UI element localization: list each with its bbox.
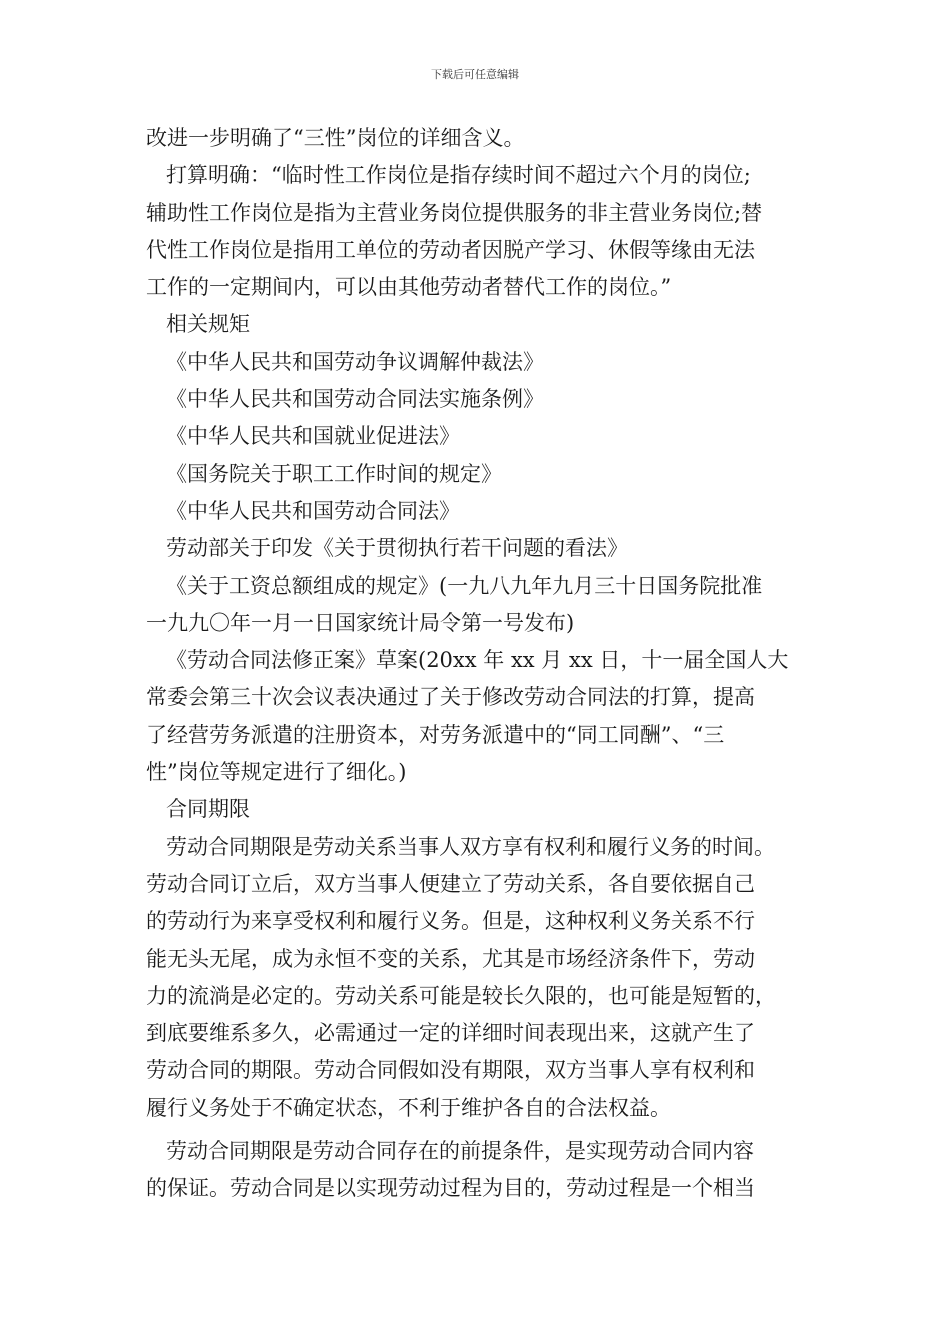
text-line: 合同期限 bbox=[166, 797, 250, 822]
text-line: 能无头无尾，成为永恒不变的关系，尤其是市场经济条件下，劳动 bbox=[146, 946, 755, 971]
text-line: 《国务院关于职工工作时间的规定》 bbox=[166, 461, 502, 486]
text-line: 到底要维系多久，必需通过一定的详细时间表现出来，这就产生了 bbox=[146, 1021, 755, 1046]
text-line: 劳动部关于印发《关于贯彻执行若干问题的看法》 bbox=[166, 536, 628, 561]
text-line: 了经营劳务派遣的注册资本，对劳务派遣中的“同工同酬”、“三 bbox=[146, 722, 725, 747]
text-line: 一九九〇年一月一日国家统计局令第一号发布) bbox=[146, 610, 575, 635]
page-header: 下载后可任意编辑 bbox=[431, 68, 519, 81]
text-line: 常委会第三十次会议表决通过了关于修改劳动合同法的打算，提高 bbox=[146, 685, 755, 710]
text-line: 代性工作岗位是指用工单位的劳动者因脱产学习、休假等缘由无法 bbox=[146, 237, 755, 262]
text-line: 《中华人民共和国就业促进法》 bbox=[166, 424, 460, 449]
text-line: 的保证。劳动合同是以实现劳动过程为目的，劳动过程是一个相当 bbox=[146, 1176, 755, 1201]
text-line: 《劳动合同法修正案》草案(20xx 年 xx 月 xx 日，十一届全国人大 bbox=[166, 648, 789, 673]
text-line: 《中华人民共和国劳动合同法实施条例》 bbox=[166, 387, 544, 412]
text-line: 打算明确：“临时性工作岗位是指存续时间不超过六个月的岗位; bbox=[166, 163, 751, 188]
text-line: 劳动合同的期限。劳动合同假如没有期限，双方当事人享有权利和 bbox=[146, 1058, 755, 1083]
text-line: 辅助性工作岗位是指为主营业务岗位提供服务的非主营业务岗位;替 bbox=[146, 200, 763, 225]
text-line: 性”岗位等规定进行了细化。) bbox=[146, 760, 407, 785]
document-body bbox=[146, 120, 810, 1208]
text-line: 劳动合同期限是劳动关系当事人双方享有权利和履行义务的时间。 bbox=[166, 834, 775, 859]
text-line: 力的流淌是必定的。劳动关系可能是较长久限的，也可能是短暂的， bbox=[146, 983, 776, 1008]
text-line: 改进一步明确了“三性”岗位的详细含义。 bbox=[146, 126, 525, 150]
text-line: 的劳动行为来享受权利和履行义务。但是，这种权利义务关系不行 bbox=[146, 909, 755, 934]
text-line: 劳动合同期限是劳动合同存在的前提条件，是实现劳动合同内容 bbox=[166, 1139, 754, 1164]
text-line: 工作的一定期间内，可以由其他劳动者替代工作的岗位。” bbox=[146, 275, 672, 300]
text-line: 《中华人民共和国劳动合同法》 bbox=[166, 498, 460, 523]
text-line: 《中华人民共和国劳动争议调解仲裁法》 bbox=[166, 349, 544, 374]
text-line: 履行义务处于不确定状态，不利于维护各自的合法权益。 bbox=[146, 1095, 671, 1120]
text-line: 《关于工资总额组成的规定》(一九八九年九月三十日国务院批准 bbox=[166, 573, 763, 598]
text-line: 劳动合同订立后，双方当事人便建立了劳动关系，各自要依据自己 bbox=[146, 871, 755, 896]
text-line: 相关规矩 bbox=[166, 312, 250, 337]
